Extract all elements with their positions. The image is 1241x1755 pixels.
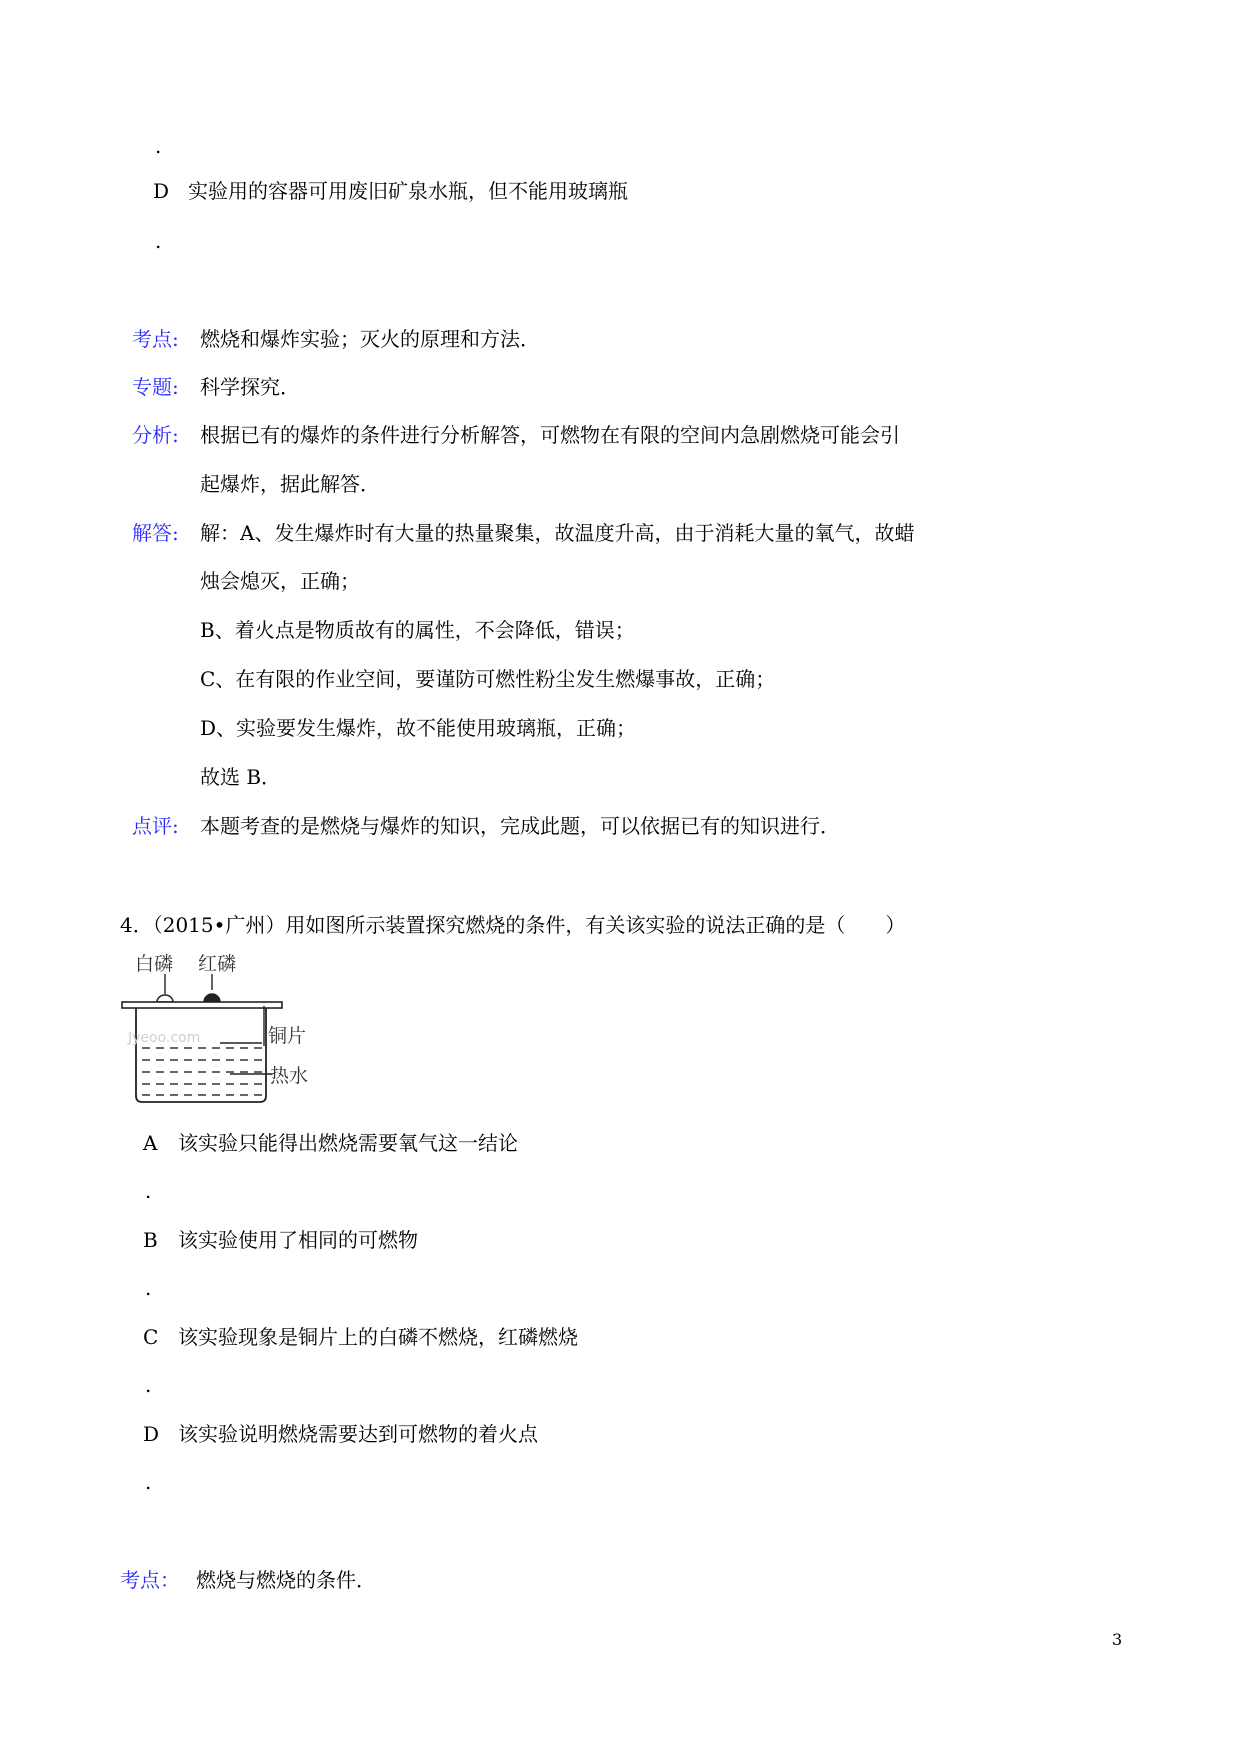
option-letter: A <box>143 1131 158 1155</box>
dianping-text: 本题考查的是燃烧与爆炸的知识，完成此题，可以依据已有的知识进行． <box>200 814 840 838</box>
option-text: 该实验只能得出燃烧需要氧气这一结论 <box>178 1131 518 1155</box>
jieda-line: D、实验要发生爆炸，故不能使用玻璃瓶，正确； <box>200 716 637 740</box>
kaodian-text: 燃烧和爆炸实验；灭火的原理和方法． <box>200 327 540 351</box>
option-text: 该实验现象是铜片上的白磷不燃烧，红磷燃烧 <box>178 1325 578 1349</box>
question-stem: 4．（2015•广州）用如图所示装置探究燃烧的条件，有关该实验的说法正确的是（ ） <box>120 913 906 937</box>
dot: . <box>145 1179 152 1203</box>
copper-sheet <box>122 1002 282 1008</box>
jieda-line: C、在有限的作业空间，要谨防可燃性粉尘发生燃爆事故，正确； <box>200 667 776 691</box>
kaodian-label: 考点: <box>132 327 179 351</box>
jieda-line: 烛会熄灭，正确； <box>200 569 360 593</box>
zhuanti-text: 科学探究． <box>200 375 300 399</box>
fenxi-label: 分析: <box>132 423 179 447</box>
dot: . <box>155 229 162 253</box>
kaodian-label: 考点： <box>120 1568 180 1592</box>
dot: . <box>145 1373 152 1397</box>
option-letter: B <box>143 1228 158 1252</box>
jieda-label: 解答: <box>132 521 179 545</box>
jieda-line: 故选 B． <box>200 765 282 789</box>
label-hot-water: 热水 <box>270 1065 309 1087</box>
dot: . <box>145 1276 152 1300</box>
option-letter: C <box>143 1325 159 1349</box>
kaodian-text: 燃烧与燃烧的条件． <box>196 1568 376 1592</box>
option-text: 该实验说明燃烧需要达到可燃物的着火点 <box>178 1422 538 1446</box>
dianping-label: 点评: <box>132 814 179 838</box>
beaker <box>136 1008 266 1102</box>
fenxi-line: 起爆炸，据此解答． <box>200 472 380 496</box>
fenxi-line: 根据已有的爆炸的条件进行分析解答，可燃物在有限的空间内急剧燃烧可能会引 <box>200 423 900 447</box>
dot: . <box>155 134 162 158</box>
option-letter: D <box>143 1422 160 1446</box>
label-red-phosphorus: 红磷 <box>198 953 237 975</box>
red-phosphorus <box>204 994 220 1002</box>
option-text: 实验用的容器可用废旧矿泉水瓶，但不能用玻璃瓶 <box>188 179 628 203</box>
option-letter: D <box>153 179 170 203</box>
label-copper-sheet: 铜片 <box>268 1025 307 1047</box>
apparatus-figure <box>120 946 310 1114</box>
zhuanti-label: 专题: <box>132 375 179 399</box>
hot-water <box>142 1048 262 1095</box>
jieda-line: B、着火点是物质故有的属性，不会降低，错误； <box>200 618 635 642</box>
watermark: Jyeoo.com <box>128 1030 201 1046</box>
dot: . <box>145 1470 152 1494</box>
page-number: 3 <box>1112 1630 1123 1649</box>
jieda-line: 解：A、发生爆炸时有大量的热量聚集，故温度升高，由于消耗大量的氧气，故蜡 <box>200 521 915 545</box>
label-white-phosphorus: 白磷 <box>135 953 174 975</box>
option-text: 该实验使用了相同的可燃物 <box>178 1228 418 1252</box>
white-phosphorus <box>157 995 173 1002</box>
